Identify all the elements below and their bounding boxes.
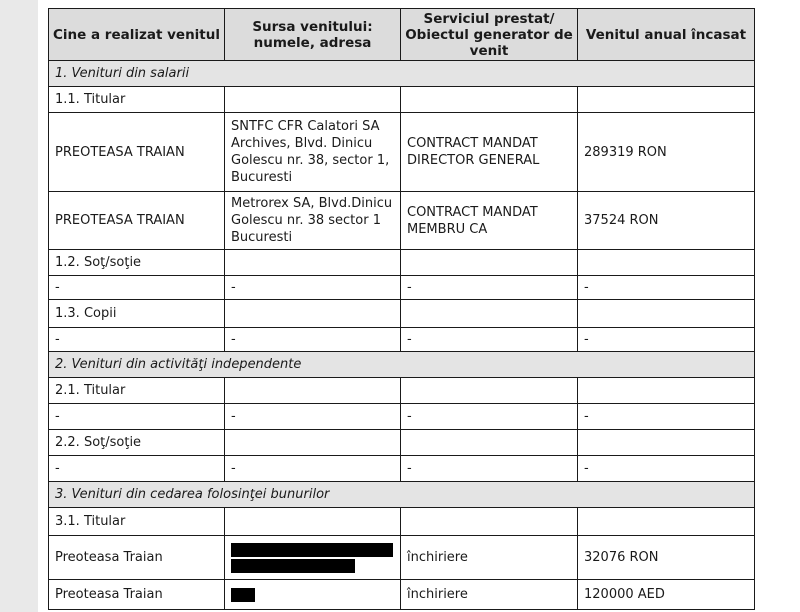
- redaction-bar: [231, 559, 355, 573]
- section-independent: 2. Venituri din activităţi independente: [49, 352, 755, 378]
- table-row: [49, 536, 755, 580]
- table-row: [49, 456, 755, 482]
- dash-cell: -: [49, 328, 225, 352]
- table-header-row: [49, 9, 755, 61]
- redaction-bar: [231, 588, 255, 602]
- income-source: SNTFC CFR Calatori SA Archives, Blvd. Dinicu Golescu nr. 38, sector 1, Bucuresti: [225, 113, 401, 192]
- dash-cell: -: [225, 404, 401, 430]
- income-service: închiriere: [401, 580, 578, 610]
- dash-cell: -: [401, 456, 578, 482]
- table-row: [49, 328, 755, 352]
- table-row: [49, 404, 755, 430]
- income-service: CONTRACT MANDAT MEMBRU CA: [401, 192, 578, 250]
- income-amount: 120000 AED: [578, 580, 755, 610]
- table-row: [49, 250, 755, 276]
- section-row: [49, 352, 755, 378]
- income-who: PREOTEASA TRAIAN: [49, 192, 225, 250]
- subsection-label: 3.1. Titular: [49, 508, 225, 536]
- dash-cell: -: [49, 404, 225, 430]
- income-service: închiriere: [401, 536, 578, 580]
- table-row: [49, 508, 755, 536]
- dash-cell: -: [401, 404, 578, 430]
- section-row: [49, 61, 755, 87]
- dash-cell: -: [225, 328, 401, 352]
- table-row: [49, 430, 755, 456]
- dash-cell: -: [578, 456, 755, 482]
- income-who: Preoteasa Traian: [49, 580, 225, 610]
- subsection-label: 2.1. Titular: [49, 378, 225, 404]
- section-property-use: 3. Venituri din cedarea folosinţei bunurilor: [49, 482, 755, 508]
- income-who: Preoteasa Traian: [49, 536, 225, 580]
- income-service: CONTRACT MANDAT DIRECTOR GENERAL: [401, 113, 578, 192]
- income-source: Metrorex SA, Blvd.Dinicu Golescu nr. 38 sector 1 Bucuresti: [225, 192, 401, 250]
- table-row: [49, 580, 755, 610]
- header-income: Venitul anual încasat: [578, 9, 755, 61]
- table-row: [49, 300, 755, 328]
- table-row: [49, 378, 755, 404]
- income-amount: 289319 RON: [578, 113, 755, 192]
- income-who: PREOTEASA TRAIAN: [49, 113, 225, 192]
- subsection-label: 1.3. Copii: [49, 300, 225, 328]
- section-salaries: 1. Venituri din salarii: [49, 61, 755, 87]
- subsection-label: 1.2. Soţ/soţie: [49, 250, 225, 276]
- header-service: Serviciul prestat/ Obiectul generator de venit: [401, 9, 578, 61]
- income-declaration-table: [48, 8, 755, 610]
- dash-cell: -: [578, 276, 755, 300]
- subsection-label: 2.2. Soţ/soţie: [49, 430, 225, 456]
- income-source-redacted: [225, 536, 401, 580]
- header-source: Sursa venitului: numele, adresa: [225, 9, 401, 61]
- dash-cell: -: [49, 456, 225, 482]
- redaction-bar: [231, 543, 393, 557]
- dash-cell: -: [401, 328, 578, 352]
- table-row: [49, 87, 755, 113]
- dash-cell: -: [49, 276, 225, 300]
- header-who: Cine a realizat venitul: [49, 9, 225, 61]
- dash-cell: -: [225, 456, 401, 482]
- dash-cell: -: [401, 276, 578, 300]
- table-row: [49, 192, 755, 250]
- subsection-label: 1.1. Titular: [49, 87, 225, 113]
- table-row: [49, 113, 755, 192]
- table-row: [49, 276, 755, 300]
- section-row: [49, 482, 755, 508]
- dash-cell: -: [578, 328, 755, 352]
- dash-cell: -: [225, 276, 401, 300]
- income-amount: 32076 RON: [578, 536, 755, 580]
- income-source-redacted: [225, 580, 401, 610]
- income-amount: 37524 RON: [578, 192, 755, 250]
- dash-cell: -: [578, 404, 755, 430]
